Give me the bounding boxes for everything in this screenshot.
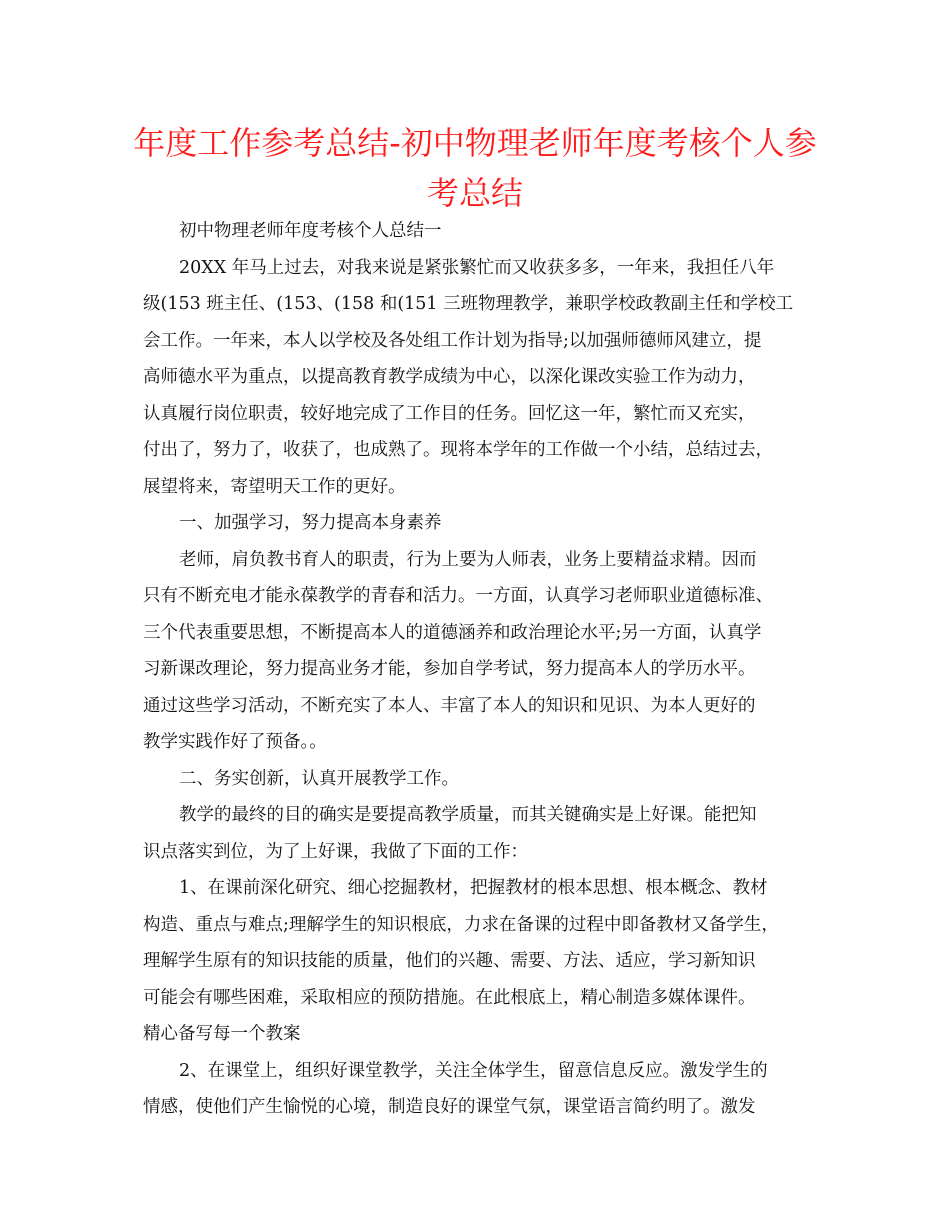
paragraph-line: 付出了，努力了，收获了，也成熟了。现将本学年的工作做一个小结，总结过去， bbox=[143, 440, 773, 460]
paragraph-line: 可能会有哪些困难，采取相应的预防措施。在此根底上，精心制造多媒体课件。 bbox=[143, 987, 756, 1008]
paragraph-line: 理解学生原有的知识技能的质量，他们的兴趣、需要、方法、适应，学习新知识 bbox=[143, 951, 756, 971]
title-line-1: 年度工作参考总结-初中物理老师年度考核个人参 bbox=[133, 124, 817, 162]
paragraph-line: 教学的最终的目的确实是要提高教学质量，而其关键确实是上好课。能把知 bbox=[179, 805, 757, 825]
paragraph-line: 级(153 班主任、(153、(158 和(151 三班物理教学，兼职学校政教副主任和学校工 bbox=[143, 294, 794, 314]
paragraph-line: 教学实践作好了预备。。 bbox=[143, 732, 327, 752]
document-body bbox=[143, 213, 813, 1126]
paragraph-line: 习新课改理论，努力提高业务才能，参加自学考试，努力提高本人的学历水平。 bbox=[143, 659, 756, 679]
paragraph-line: 通过这些学习活动，不断充实了本人、丰富了本人的知识和见识、为本人更好的 bbox=[143, 695, 756, 716]
paragraph-line: 情感，使他们产生愉悦的心境，制造良好的课堂气氛，课堂语言简约明了。激发 bbox=[143, 1097, 756, 1117]
paragraph-line: 老师，肩负教书育人的职责，行为上要为人师表，业务上要精益求精。因而 bbox=[179, 549, 757, 570]
section-heading: 一、加强学习，努力提高本身素养 bbox=[179, 513, 442, 533]
paragraph-line: 识点落实到位，为了上好课，我做了下面的工作： bbox=[143, 841, 528, 862]
subtitle-line: 初中物理老师年度考核个人总结一 bbox=[179, 221, 442, 241]
paragraph-line: 2、在课堂上，组织好课堂教学，关注全体学生，留意信息反应。激发学生的 bbox=[179, 1060, 768, 1081]
document-title bbox=[130, 118, 820, 218]
paragraph-line: 1、在课前深化研究、细心挖掘教材，把握教材的根本思想、根本概念、教材 bbox=[179, 878, 768, 898]
paragraph-line: 展望将来，寄望明天工作的更好。 bbox=[143, 476, 406, 497]
section-heading: 二、务实创新，认真开展教学工作。 bbox=[179, 768, 459, 789]
paragraph-line: 三个代表重要思想，不断提高本人的道德涵养和政治理论水平;另一方面，认真学 bbox=[143, 622, 762, 643]
paragraph-line: 高师德水平为重点，以提高教育教学成绩为中心，以深化课改实验工作为动力， bbox=[143, 367, 756, 387]
paragraph-line: 精心备写每一个教案 bbox=[143, 1024, 301, 1044]
paragraph-line: 构造、重点与难点;理解学生的知识根底，力求在备课的过程中即备教材又备学生， bbox=[143, 914, 779, 935]
paragraph-line: 会工作。一年来，本人以学校及各处组工作计划为指导;以加强师德师风建立，提 bbox=[143, 330, 762, 351]
paragraph-line: 20XX 年马上过去，对我来说是紧张繁忙而又收获多多，一年来，我担任八年 bbox=[179, 257, 775, 278]
paragraph-line: 认真履行岗位职责，较好地完成了工作目的任务。回忆这一年，繁忙而又充实， bbox=[143, 403, 756, 424]
title-line-2: 考总结 bbox=[426, 174, 523, 212]
paragraph-line: 只有不断充电才能永葆教学的青春和活力。一方面，认真学习老师职业道德标准、 bbox=[143, 586, 773, 606]
